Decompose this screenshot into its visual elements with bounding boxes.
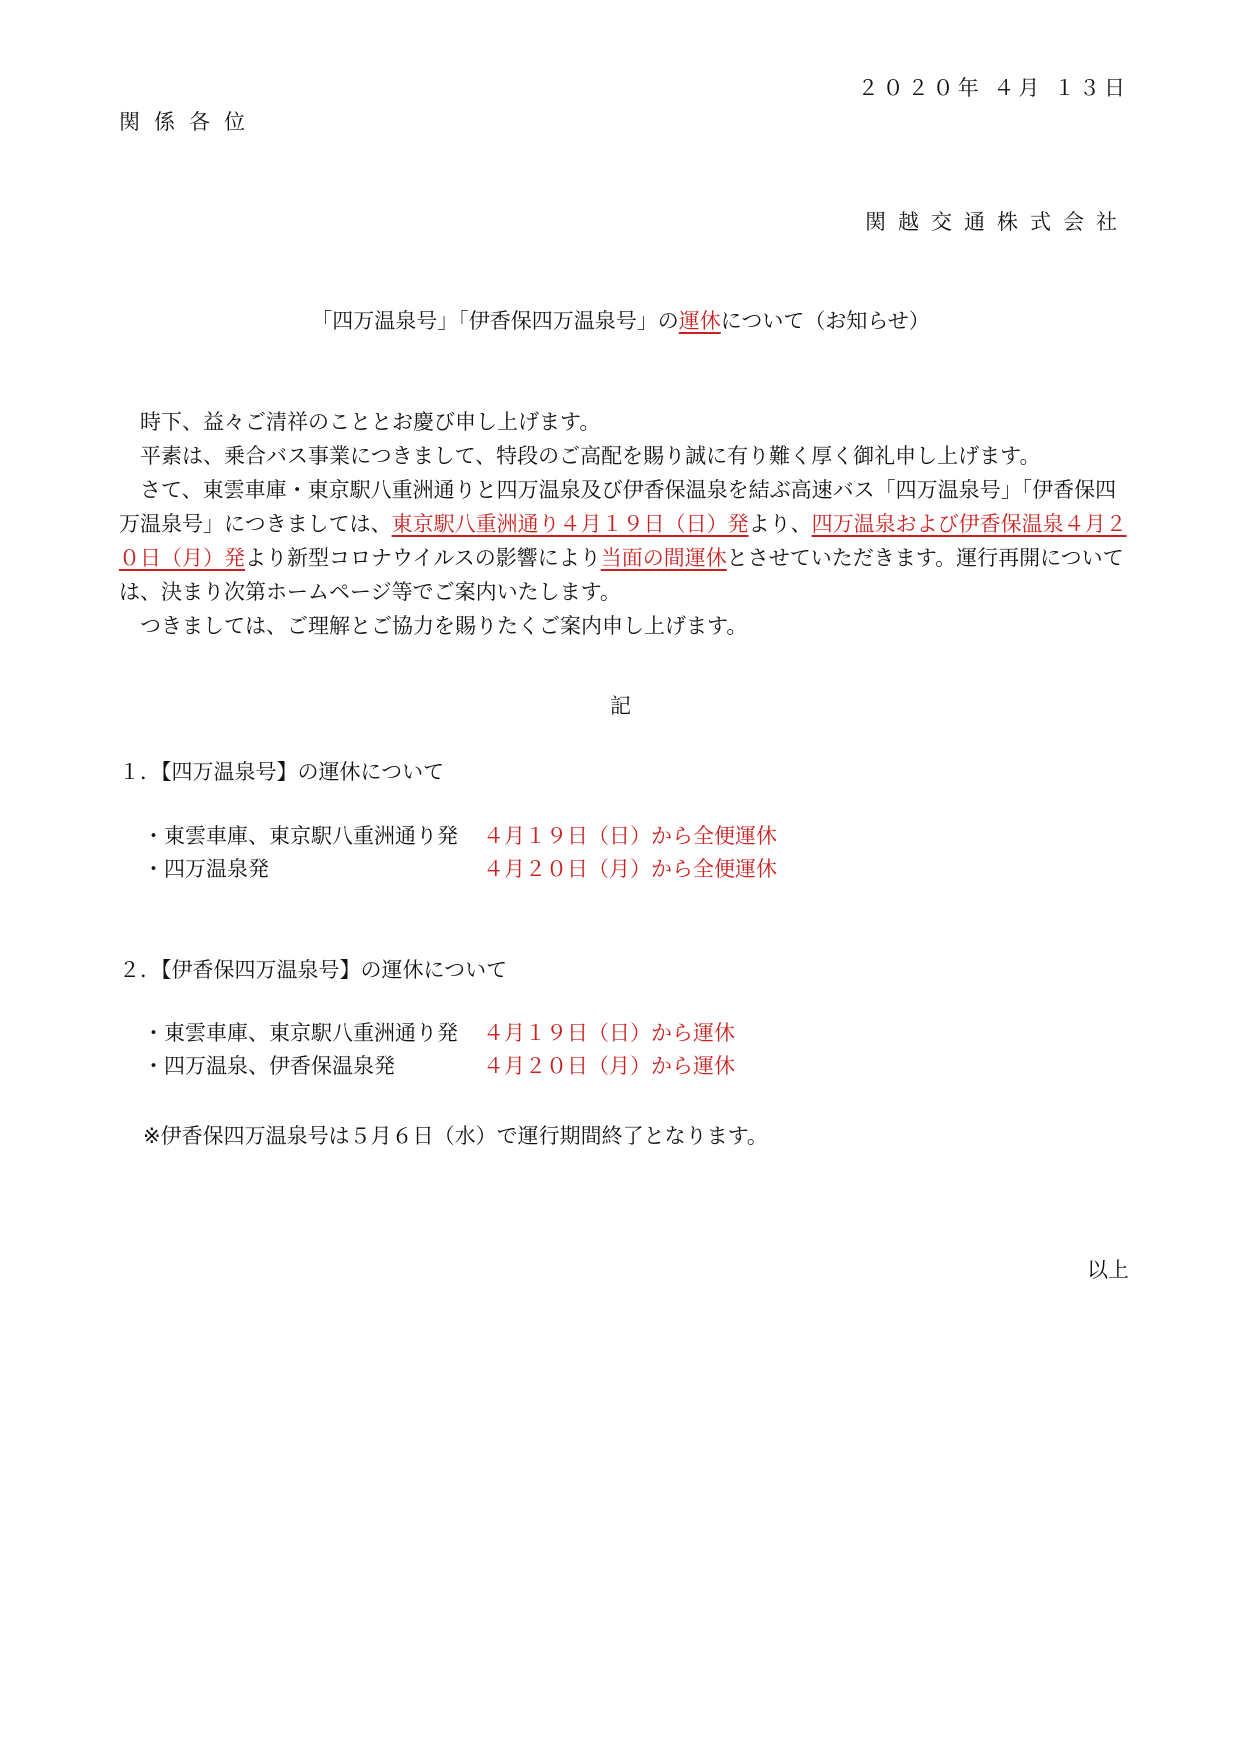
- row-label: ・東雲車庫、東京駅八重洲通り発: [143, 1021, 458, 1045]
- section-1-row-2: [143, 853, 777, 883]
- sender-company: 関越交通株式会社: [865, 210, 1129, 234]
- section-2-row-1: [143, 1017, 735, 1047]
- row-value: ４月１９日（日）から全便運休: [483, 824, 777, 848]
- announcement-highlight-shima: 四万温泉および伊香保温泉４月２０日（月）発: [119, 512, 1127, 570]
- row-label: ・四万温泉発: [143, 857, 269, 881]
- service-end-note: ※伊香保四万温泉号は５月６日（水）で運行期間終了となります。: [143, 1124, 768, 1148]
- announcement-text-c: より新型コロナウイルスの影響により: [245, 546, 601, 570]
- document-date: ２０２０年 ４月 １３日: [857, 76, 1129, 100]
- section-2-title: ２．【伊香保四万温泉号】の運休について: [119, 958, 508, 982]
- title-after: について（お知らせ）: [720, 309, 930, 333]
- row-value: ４月２０日（月）から全便運休: [483, 857, 777, 881]
- ki-heading: 記: [610, 694, 631, 718]
- title-highlight: 運休: [678, 309, 721, 333]
- announcement-text-a: さて、東雲車庫・東京駅八重洲通りと四万温泉及び伊香保温泉を結ぶ高速バス「四万温泉号」「伊香保四万温泉号」につきましては、: [119, 478, 1117, 536]
- row-value: ４月２０日（月）から運休: [483, 1054, 735, 1078]
- body-text: [119, 405, 1129, 643]
- row-label: ・東雲車庫、東京駅八重洲通り発: [143, 824, 458, 848]
- document-title: [0, 305, 1241, 335]
- thanks-paragraph: 平素は、乗合バス事業につきまして、特段のご高配を賜り誠に有り難く厚く御礼申し上げます。: [140, 444, 1041, 468]
- announcement-paragraph: [119, 473, 1129, 609]
- row-label: ・四万温泉、伊香保温泉発: [143, 1054, 395, 1078]
- section-1-title: １．【四万温泉号】の運休について: [119, 760, 445, 784]
- addressee: 関係各位: [119, 110, 259, 134]
- section-1-row-1: [143, 820, 777, 850]
- title-before: 「四万温泉号」「伊香保四万温泉号」の: [311, 309, 679, 333]
- closing-mark: 以上: [1087, 1258, 1129, 1282]
- greeting-paragraph: 時下、益々ご清祥のこととお慶び申し上げます。: [140, 410, 601, 434]
- announcement-text-b: より、: [748, 512, 812, 536]
- row-value: ４月１９日（日）から運休: [483, 1021, 735, 1045]
- announcement-highlight-suspension: 当面の間運休: [600, 546, 727, 570]
- announcement-text-d: とさせていただきます。運行再開については、決まり次第ホームページ等でご案内いたします。: [119, 546, 1124, 604]
- section-2-row-2: [143, 1050, 735, 1080]
- announcement-highlight-tokyo: 東京駅八重洲通り４月１９日（日）発: [391, 512, 749, 536]
- closing-paragraph: つきましては、ご理解とご協力を賜りたくご案内申し上げます。: [140, 614, 748, 638]
